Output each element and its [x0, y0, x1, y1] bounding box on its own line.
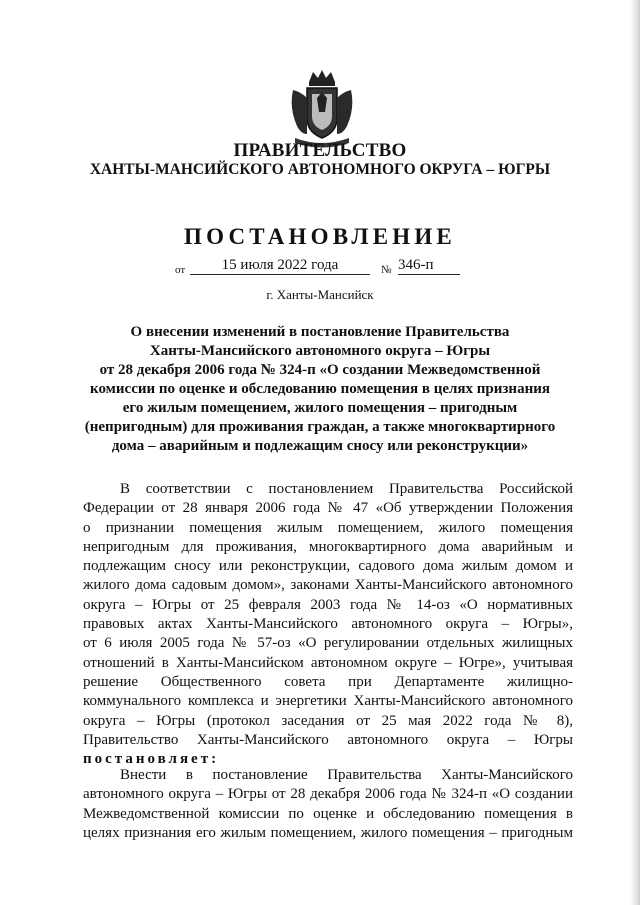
heading-line: Ханты-Мансийского автономного округа – Югры [149, 343, 491, 359]
text-line: решение Общественного совета при Департаменте жилищно- [83, 673, 573, 690]
heading-line: его жилым помещением, жилого помещения – пригодным [122, 400, 518, 416]
text-line: В соответствии с постановлением Правительства Российской [120, 481, 573, 497]
text-line: Межведомственной комиссии по оценке и обследованию помещения в [83, 805, 573, 822]
text-line: Внести в постановление Правительства Ханты-Мансийского [120, 767, 573, 783]
text-line: округа – Югры от 25 февраля 2003 года № 14-оз «О нормативных [83, 596, 573, 613]
heading-line: О внесении изменений в постановление Правительства [130, 324, 510, 340]
text-line: подлежащим сносу или реконструкции, садового дома жилым домом и [83, 558, 573, 575]
date-number-row [0, 256, 640, 280]
text-line: округа – Югры (протокол заседания от 25 мая 2022 года № 8), [83, 712, 573, 729]
preamble-paragraph [83, 480, 573, 769]
government-subtitle: ХАНТЫ-МАНСИЙСКОГО АВТОНОМНОГО ОКРУГА – ЮГРЫ [89, 161, 551, 178]
government-title: ПРАВИТЕЛЬСТВО [233, 140, 407, 161]
document-date: 15 июля 2022 года [190, 256, 370, 275]
text-line: непригодным для проживания, многоквартирного дома аварийным и [83, 538, 573, 555]
date-prefix: от [175, 264, 186, 276]
text-line: автономного округа – Югры от 28 декабря 2006 года № 324-п «О создании [83, 786, 573, 803]
text-line: целях признания его жилым помещением, жилого помещения – пригодным [83, 824, 573, 841]
scan-edge-shadow [630, 0, 640, 905]
heading-line: дома – аварийным и подлежащим сносу или реконструкции» [111, 438, 529, 454]
document-place: г. Ханты-Мансийск [266, 287, 374, 302]
text-line: правовых актах Ханты-Мансийского автономного округа – Югры», [83, 616, 573, 633]
heading-line: (непригодным) для проживания граждан, а также многоквартирного [84, 419, 556, 435]
text-line: отношений в Ханты-Мансийском автономном округе – Югре», учитывая [83, 654, 573, 671]
resolves-word: постановляет: [83, 751, 220, 768]
text-line: Федерации от 28 января 2006 года № 47 «Об утверждении Положения [83, 500, 573, 517]
document-number: 346-п [398, 256, 460, 275]
text-line: жилого дома садовым домом», законами Ханты-Мансийского автономного [83, 577, 573, 594]
coat-of-arms-emblem [287, 68, 357, 148]
document-type-title: ПОСТАНОВЛЕНИЕ [184, 224, 456, 249]
number-prefix: № [381, 264, 392, 276]
document-heading [70, 323, 570, 456]
text-line: о признании помещения жилым помещением, жилого помещения [83, 519, 573, 536]
operative-paragraph [83, 766, 573, 843]
text-line: коммунального комплекса и энергетики Ханты-Мансийского автономного [83, 693, 573, 710]
heading-line: от 28 декабря 2006 года № 324-п «О создании Межведомственной [99, 362, 541, 378]
text-line: Правительство Ханты-Мансийского автономного округа – Югры [83, 731, 573, 748]
heading-line: комиссии по оценке и обследованию помещения в целях признания [90, 381, 550, 397]
text-line: от 6 июля 2005 года № 57-оз «О регулировании отдельных жилищных [83, 635, 573, 652]
